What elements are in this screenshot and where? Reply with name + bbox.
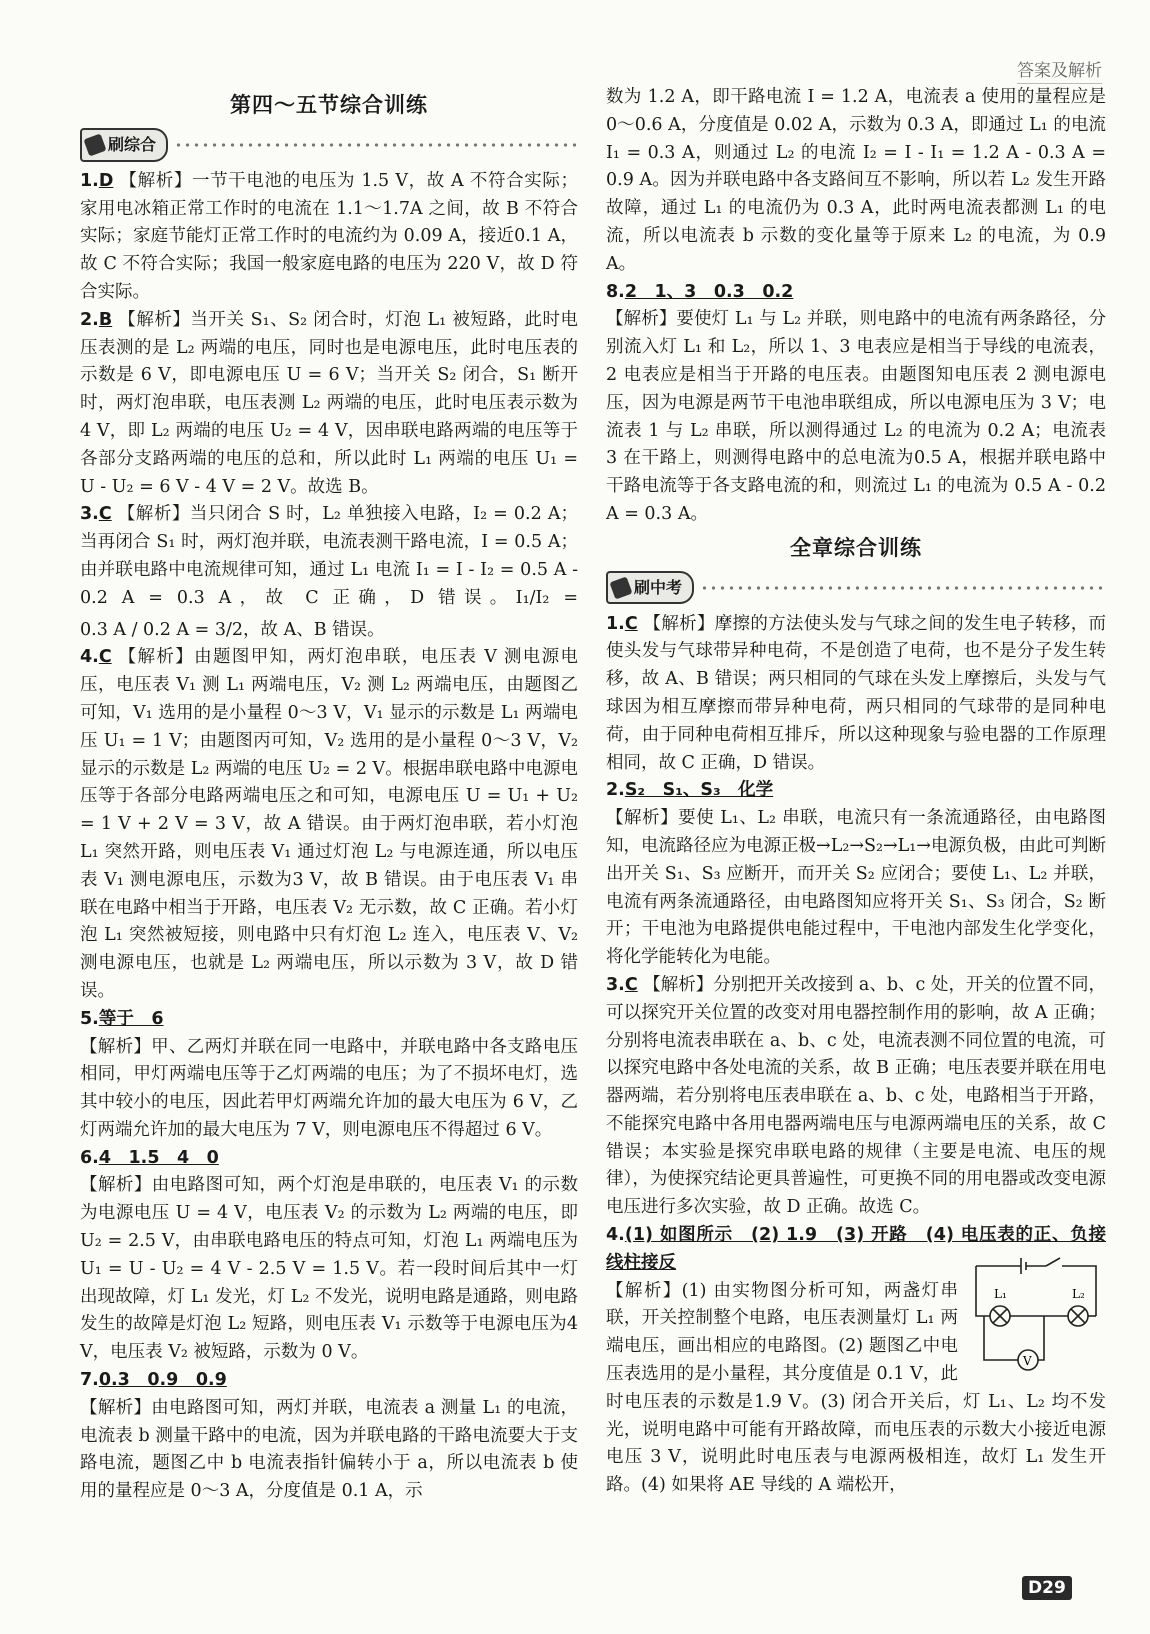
banner-tag <box>606 571 694 605</box>
item-number: 7. <box>80 1370 99 1391</box>
running-head: 答案及解析 <box>1017 56 1102 84</box>
item-number: 6. <box>80 1147 99 1168</box>
item-answer: 0.3 0.9 0.9 <box>98 1370 227 1391</box>
answer-item <box>80 307 578 502</box>
answer-item <box>606 279 1106 529</box>
banner-label: 刷中考 <box>634 577 683 597</box>
answer-item <box>606 1222 1106 1500</box>
dotted-rule <box>700 586 1106 590</box>
right-column <box>606 84 1106 1500</box>
item-answer: (1) 如图所示 (2) 1.9 (3) 开路 (4) 电压表的正、负接线柱接反 <box>606 1225 1106 1273</box>
banner-tag <box>80 128 168 162</box>
item-answer: C <box>98 647 112 668</box>
item-answer: B <box>98 309 113 330</box>
item-number: 5. <box>80 1008 99 1029</box>
item-explanation: 【解析】分别把开关改接到 a、b、c 处，开关的位置不同，可以探究开关位置的改变对用电器控制作用的影响，故 A 正确；分别将电流表串联在 a、b、c 处，电流表测不同位置的电流，可以探究电路中各处电流的关系，故 B 正确；电压表要并联在用电器两端，若分别将电压表串联在 a、b、c 处，电路相当于开路，不能探究电路中各用电器两端电压与电源两端电压的关系，故 C 错误；本实验是探究串联电路的规律（主要是电流、电压的规律），为使探究结论更具普遍性，可更换不同的用电器或改变电源电压进行多次实验，故 D 正确。故选 C。 <box>606 974 1106 1218</box>
circuit-label-l1: L₁ <box>994 1286 1007 1301</box>
item-number: 4. <box>606 1225 625 1246</box>
item-explanation: 【解析】一节干电池的电压为 1.5 V，故 A 不符合实际；家用电冰箱正常工作时的电流在 1.1～1.7A 之间，故 B 不符合实际；家庭节能灯正常工作时的电流约为 0.09 A，接近0.1 A，故 C 不符合实际；我国一般家庭电路的电压为 220 V，故 D 符合实际。 <box>80 170 578 302</box>
item-explanation: 【解析】甲、乙两灯并联在同一电路中，并联电路中各支路电压相同，甲灯两端电压等于乙灯两端的电压；为了不损坏电灯，选其中较小的电压，因此若甲灯两端允许加的最大电压为 6 V，乙灯两端允许加的最大电压为 7 V，则电源电压不得超过 6 V。 <box>80 1036 578 1140</box>
item-answer: C <box>98 504 112 525</box>
left-column <box>80 86 578 1506</box>
answer-item <box>606 972 1106 1222</box>
item-number: 2. <box>606 780 625 801</box>
item-explanation: 【解析】当只闭合 S 时，L₂ 单独接入电路，I₂ = 0.2 A；当再闭合 S₁ 时，两灯泡并联，电流表测干路电流，I = 0.5 A；由并联电路中电流规律可知，通过 L₁ 电流 I₁ = I - I₂ = 0.5 A - 0.2 A = 0.3 A，故 C 正确，D 错误。I₁/I₂ = <box>80 504 578 608</box>
item-explanation: 【解析】由电路图可知，两个灯泡是串联的，电压表 V₁ 的示数为电源电压 U = 4 V，电压表 V₂ 的示数为 L₂ 两端的电压，即 U₂ = 2.5 V，由串联电路电压的特点可知，灯泡 L₁ 两端电压为 U₁ = U - U₂ = 4 V - 2.5 V = 1.5 V。若一段时间后其中一灯出现故障，灯 L₁ 发光，灯 L₂ 不发光，说明电路是通路，则电路发生的故障是灯泡 L₂ 短路，则电压表 V₁ 示数等于电源电压为4 V，电压表 V₂ 被短路，示数为 0 V。 <box>80 1175 578 1363</box>
section-banner <box>606 571 1106 605</box>
brush-icon <box>609 576 632 599</box>
item-answer: D <box>98 170 114 191</box>
page-number: D29 <box>1022 1576 1072 1600</box>
item-answer: C <box>624 613 638 634</box>
answer-item <box>606 777 1106 972</box>
item-number: 8. <box>606 281 625 302</box>
item-number: 3. <box>80 504 99 525</box>
brush-icon <box>83 133 106 156</box>
continued-explanation: 数为 1.2 A，即干路电流 I = 1.2 A，电流表 a 使用的量程应是 0～0.6 A，分度值是 0.02 A，示数为 0.3 A，即通过 L₁ 的电流 I₁ = 0.3 A，则通过 L₂ 的电流 I₂ = I - I₁ = 1.2 A - 0.3 A = 0.9 A。因为并联电路中各支路间互不影响，所以若 L₂ 发生开路故障，通过 L₁ 的电流仍为 0.3 A，此时两电流表都测 L₁ 的电流，所以电流表 b 示数的变化量等于原来 L₂ 的电流，为 0.9 A。 <box>606 87 1106 274</box>
answer-item <box>80 1367 578 1506</box>
circuit-label-v: V <box>1023 1353 1032 1368</box>
item-answer: 2 1、3 0.3 0.2 <box>624 281 794 302</box>
item-explanation: 【解析】由题图甲知，两灯泡串联，电压表 V 测电源电压，电压表 V₁ 测 L₁ 两端电压，V₂ 测 L₂ 两端电压，由题图乙可知，V₁ 选用的是小量程 0～3 V，V₁ 显示的示数是 L₁ 两端电压 U₁ = 1 V；由题图丙可知，V₂ 选用的是小量程 0～3 V，V₂ 显示的示数是 L₂ 两端的电压 U₂ = 2 V。根据串联电路中电源电压等于各部分电路两端电压之和可知，电源电压 U = U₁ + U₂ = 1 V + 2 V = 3 V，故 A 错误。由于两灯泡串联，若小灯泡 L₁ 突然开路，则电压表 V₁ 通过灯泡 L₂ 与电源连通，所以电压表 V₁ 测电源电压，示数为3 V，故 B 错误。由于电压表 V₁ 串联在电路中相当于开路，电压表 V₂ 无示数，故 C 正确。若小灯泡 L₁ 突然被短接，则电路中只有灯泡 L₂ 连入，电压表 V、V₂ 测电源电压，也就是 L₂ 两端电压，所以示数为 3 V，故 D 错误。 <box>80 647 578 1001</box>
answer-item <box>606 611 1106 778</box>
dotted-rule <box>174 143 578 147</box>
item-explanation: 【解析】由电路图可知，两灯并联，电流表 a 测量 L₁ 的电流，电流表 b 测量干路中的电流，因为并联电路的干路电流要大于支路电流，题图乙中 b 电流表指针偏转小于 a，所以电流表 b 使用的量程应是 0～3 A，分度值是 0.1 A，示 <box>80 1397 578 1502</box>
answer-item <box>80 1145 578 1367</box>
item-answer: C <box>624 974 638 995</box>
item-number: 1. <box>80 170 99 191</box>
answer-item <box>80 644 578 1005</box>
banner-label: 刷综合 <box>108 134 157 154</box>
answer-item <box>80 168 578 307</box>
section-title: 第四～五节综合训练 <box>230 93 428 117</box>
item-answer: 等于 6 <box>98 1008 164 1029</box>
fraction-line: 0.3 A / 0.2 A = 3/2，故 A、B 错误。 <box>80 619 385 640</box>
item-explanation: 【解析】(1) 由实物图分析可知，两盏灯串联，开关控制整个电路，电压表测量灯 L₁ 两端电压，画出相应的电路图。(2) 题图乙中电压表选用的是小量程，其分度值是 0.1 V，此时电压表的示数是1.9 V。(3) 闭合开关后，灯 L₁、L₂ 均不发光，说明电路中可能有开路故障，而电压表的示数大小接近电源电压 3 V，说明此时电压表与电源两极相连，故灯 L₁ 发生开路。(4) 如果将 AE 导线的 A 端松开， <box>606 1280 1106 1496</box>
circuit-diagram <box>966 1254 1106 1384</box>
item-explanation: 【解析】当开关 S₁、S₂ 闭合时，灯泡 L₁ 被短路，此时电压表测的是 L₂ 两端的电压，同时也是电源电压，此时电压表的示数是 6 V，即电源电压 U = 6 V；当开关 S₂ 闭合，S₁ 断开时，两灯泡串联，电压表测 L₂ 两端的电压，此时电压表示数为 4 V，即 L₂ 两端的电压 U₂ = 4 V，因串联电路两端的电压等于各部分支路两端的电压的总和，所以此时 L₁ 两端的电压 U₁ = U - U₂ = 6 V - 4 V = 2 V。故选 B。 <box>80 309 578 497</box>
item-explanation: 【解析】摩擦的方法使头发与气球之间的发生电子转移，而使头发与气球带异种电荷，不是创造了电荷，也不是分子发生转移，故 A、B 错误；两只相同的气球在头发上摩擦后，头发与气球因为相互摩擦而带异种电荷，两只相同的气球带的是同种电荷，由于同种电荷相互排斥，所以这种现象与验电器的工作原理相同，故 C 正确，D 错误。 <box>606 613 1106 773</box>
item-number: 4. <box>80 647 99 668</box>
item-number: 2. <box>80 309 99 330</box>
item-answer: S₂ S₁、S₃ 化学 <box>624 780 774 801</box>
section-banner <box>80 128 578 162</box>
item-explanation: 【解析】要使灯 L₁ 与 L₂ 并联，则电路中的电流有两条路径，分别流入灯 L₁ 和 L₂，所以 1、3 电表应是相当于导线的电流表，2 电表应是相当于开路的电压表。由题图知电压表 2 测电源电压，因为电源是两节干电池串联组成，所以电源电压为 3 V；电流表 1 与 L₂ 串联，所以测得通过 L₂ 的电流为 0.2 A；电流表 3 在干路上，则测得电路中的总电流为0.5 A，根据并联电路中干路电流等于各支路电流的和，则流过 L₁ 的电流为 0.5 A - 0.2 A = 0.3 A。 <box>606 309 1106 524</box>
item-answer: 4 1.5 4 0 <box>98 1147 219 1168</box>
item-explanation: 【解析】要使 L₁、L₂ 串联，电流只有一条流通路径，由电路图知，电流路径应为电源正极→L₂→S₂→L₁→电源负极，由此可判断出开关 S₁、S₃ 应断开，而开关 S₂ 应闭合；要使 L₁、L₂ 并联，电流有两条流通路径，由电路图知应将开关 S₁、S₃ 闭合，S₂ 断开；干电池为电路提供电能过程中，干电池内部发生化学变化，将化学能转化为电能。 <box>606 808 1106 968</box>
answer-item <box>80 1006 578 1145</box>
circuit-label-l2: L₂ <box>1072 1286 1085 1301</box>
item-number: 1. <box>606 613 625 634</box>
section-title: 全章综合训练 <box>790 535 922 560</box>
item-number: 3. <box>606 974 625 995</box>
answer-item <box>80 501 578 644</box>
